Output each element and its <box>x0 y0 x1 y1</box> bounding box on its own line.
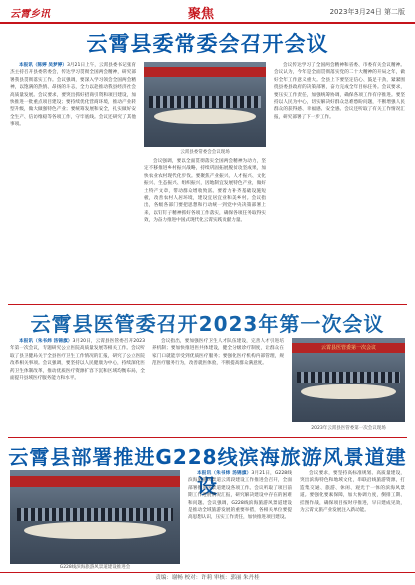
page-footer: 责编：谢畅 校对：许莉 审核：郭丽 朱丹桂 <box>0 572 415 585</box>
photo-table <box>24 522 167 539</box>
article3-column-2 <box>300 470 405 570</box>
article1-photo-caption: 云霄县委常委会会议现场 <box>180 150 230 155</box>
article2-column-2 <box>152 338 284 436</box>
article3-photo-caption: G228线滨海旅游风景道建设推进会 <box>59 565 131 570</box>
photo-people <box>149 96 261 108</box>
article2-photo-caption: 2023年云霄县医管委第一次会议现场 <box>311 426 386 431</box>
article3-text-1: 3月21日，G228线滨海旅游风景道云霄段建设工作推进会召开，全面部署推进风景道建设各项工作。会议听取了项目前期工作进展情况汇报，研究解决建设中存在的困难和问题。会议强调，G228线滨海旅游风景道建设是推动全域旅游发展的重要举措，各相关单位要提高思想认识，压实工作责任，加快推进项目建设。 <box>188 471 292 521</box>
divider-2 <box>8 437 407 438</box>
article1-headline: 云霄县委常委会召开会议 <box>86 32 329 56</box>
issue-info <box>330 7 405 17</box>
newspaper-brand: 云霄乡讯 <box>10 9 50 20</box>
article1-column-2 <box>144 158 266 306</box>
article1-photo <box>144 62 266 147</box>
article2-column-1 <box>10 338 145 436</box>
article3-column-1 <box>188 470 292 570</box>
divider-1 <box>8 304 407 305</box>
article3-headline: 云霄县部署推进G228线滨海旅游风景道建设 <box>8 445 407 498</box>
article1-text-1: 3月21日上午，云霄县委书记张育杰主持召开县委常委会，传达学习贯彻全国两会精神，研究部署我县贯彻落实工作。会议强调，要深入学习领会全国两会精神，以饱满的热情、昂扬的斗志，全力以赴推动我县经济社会高质量发展。会议要求，要突出抓好招商引资和项目建设，加快推进一批重点项目建设；要持续优化营商环境，推动产业转型升级，做大做强特色产业；要统筹发展和安全，扎实做好安全生产、信访维稳等各项工作，守牢底线。会议还研究了其他事项。 <box>10 63 136 128</box>
article3-text-2: 会议要求，要坚持高标准规划、高质量建设，突出滨海特色和地域文化，串联沿线旅游资源，打造集交通、旅游、休闲、观光于一体的滨海风景道。要强化要素保障，加大协调力度，倒排工期、挂图作战，确保项目按时序推进，早日建成见效，为云霄文旅产业发展注入新动能。 <box>300 471 405 514</box>
article1-column-3 <box>274 62 405 306</box>
photo-banner <box>144 67 266 77</box>
page-number: 第二版 <box>384 8 405 16</box>
photo-table <box>154 109 257 124</box>
article3-byline: 本报讯（朱书炜 汤锦旗） <box>197 471 252 476</box>
photo-people <box>297 372 401 384</box>
article2-byline: 本报讯（朱书炜 汤锦旗） <box>19 339 73 344</box>
article1-text-3: 会议传达学习了全国两会精神和省委、市委有关会议精神。会议认为，今年是全面贯彻落实党的二十大精神的开局之年，做好全年工作意义重大。全县上下要坚定信心、鼓足干劲，紧紧围绕县委县政府的决策部署，奋力完成全年目标任务。会议要求，要压实工作责任，加强统筹协调，确保各项工作有序推进。要坚持以人民为中心，切实解决好群众急难愁盼问题，不断增强人民群众的获得感、幸福感、安全感。会议还听取了有关工作情况汇报，研究部署了下一步工作。 <box>274 63 405 120</box>
photo-banner-text: 云霄县医管委第一次会议 <box>320 344 376 351</box>
section-title: 聚焦 <box>188 7 215 22</box>
article2-text-1: 3月20日，云霄县医管委召开2023年第一次会议，专题研究公立医院高质量发展等相关工作。会议听取了县卫健局关于全县医疗卫生工作情况的汇报，研究了公立医院改革相关事项。会议强调，要坚持以人民健康为中心，持续深化医药卫生体制改革，推动优质医疗资源扩容下沉和区域均衡布局，全面提升县域医疗服务能力和水平。 <box>10 339 145 382</box>
article2-headline: 云霄县医管委召开2023年第一次会议 <box>30 312 385 336</box>
article1-text-2: 会议强调，要以全面贯彻落实全国两会精神为动力，坚定不移推进乡村振兴战略，持续巩固拓展脱贫攻坚成果，加快农业农村现代化步伐。要聚焦产业振兴、人才振兴、文化振兴、生态振兴、组织振兴，因地制宜发展特色产业，做好土特产文章，带动群众增收致富。要着力补齐基础设施短板，改善农村人居环境，建设宜居宜业和美乡村。会议指出，各级各部门要把思想和行动统一到党中央决策部署上来，以钉钉子精神抓好各项工作落实，确保各项任务取得实效，为奋力推进中国式现代化云霄实践贡献力量。 <box>144 159 266 224</box>
article3-photo <box>10 470 180 564</box>
photo-banner <box>10 476 180 487</box>
photo-people <box>17 508 173 521</box>
photo-table <box>301 384 396 399</box>
masthead <box>0 0 415 24</box>
article2-text-2: 会议指出，要加强医疗卫生人才队伍建设，完善人才引进培养机制；要加快推进医共体建设，健全分级诊疗制度，让群众在家门口就能享受到优质医疗服务；要强化医疗机构内部管理，规范医疗服务行为，改善就医体验，不断提高群众满意度。 <box>152 339 284 367</box>
article1-column-1 <box>10 62 136 306</box>
issue-date: 2023年3月24日 <box>329 8 382 16</box>
article1-byline: 本报讯（陈婷 吴梦婷） <box>19 63 67 68</box>
article2-photo <box>292 338 405 422</box>
